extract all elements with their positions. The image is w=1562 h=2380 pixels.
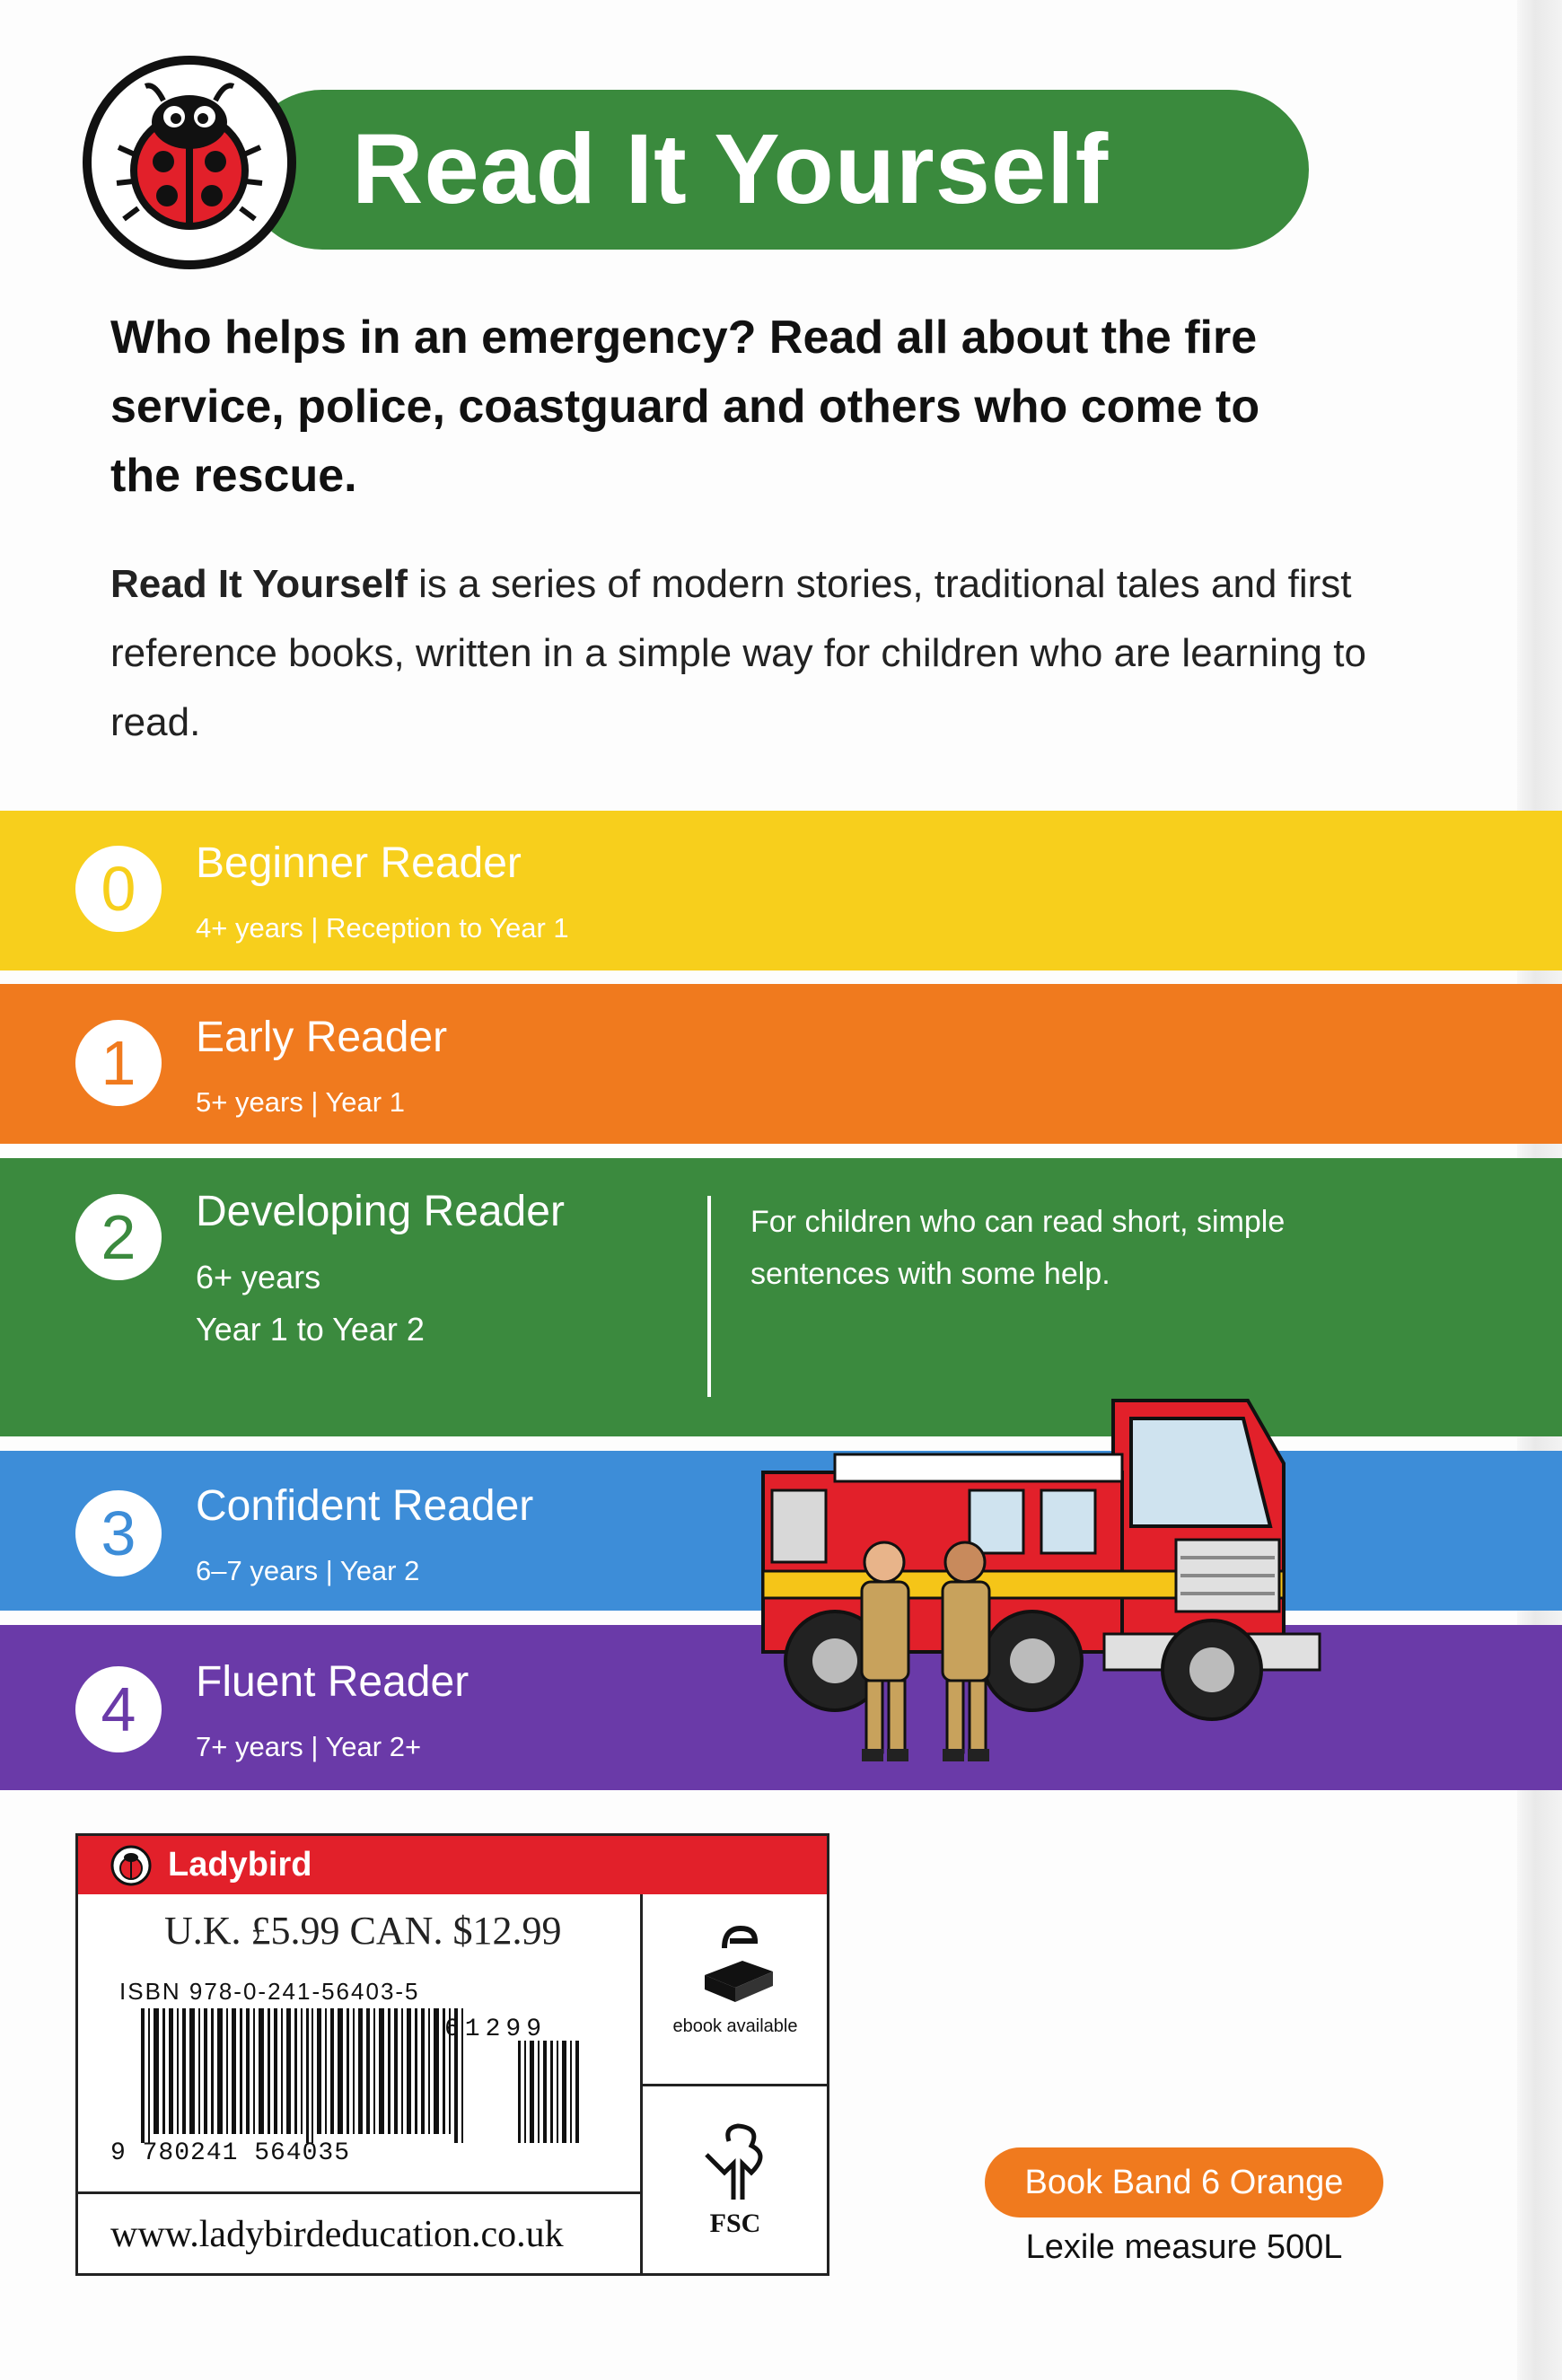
addon-digits: 61299: [444, 2016, 548, 2043]
tagline: Who helps in an emergency? Read all about the fire service, police, coastguard and others who come to the rescue.: [110, 312, 1260, 502]
level-0-name: Beginner Reader: [196, 839, 522, 887]
level-4-ages: 7+ years | Year 2+: [196, 1731, 422, 1762]
level-1-name: Early Reader: [196, 1014, 448, 1061]
level-1-number: 1: [75, 1020, 162, 1106]
level-2-ages: 6+ years: [196, 1259, 321, 1295]
publisher-name: Ladybird: [168, 1846, 312, 1884]
divider: [640, 2084, 827, 2086]
level-3-name: Confident Reader: [196, 1482, 534, 1530]
level-2-years: Year 1 to Year 2: [196, 1311, 425, 1348]
divider: [78, 2191, 640, 2194]
level-4-number: 4: [75, 1666, 162, 1752]
level-4-name: Fluent Reader: [196, 1658, 469, 1706]
level-2-number: 2: [75, 1194, 162, 1280]
level-band-1: [0, 984, 1562, 1144]
publisher-header: [78, 1836, 827, 1894]
series-description: [110, 549, 1367, 757]
lexile-measure: Lexile measure 500L: [1025, 2228, 1343, 2266]
isbn: ISBN 978-0-241-56403-5: [119, 1978, 420, 2005]
level-2-name: Developing Reader: [196, 1188, 565, 1235]
level-0-ages: 4+ years | Reception to Year 1: [196, 912, 569, 944]
fsc-logo-icon: [698, 2119, 778, 2204]
barcode-box: [75, 1833, 829, 2276]
level-3-ages: 6–7 years | Year 2: [196, 1555, 420, 1586]
level-0-number: 0: [75, 846, 162, 932]
ladybird-small-icon: [110, 1845, 152, 1886]
series-title: Read It Yourself: [352, 114, 1110, 224]
level-3-number: 3: [75, 1490, 162, 1576]
book-band-badge: Book Band 6 Orange: [985, 2147, 1383, 2218]
price: U.K. £5.99 CAN. $12.99: [164, 1909, 562, 1953]
series-description-text: is a series of modern stories, traditional tales and first reference books, written in a simple way for children who are learning to read.: [110, 562, 1366, 744]
barcode-digits: 9 780241 564035: [110, 2139, 351, 2167]
level-2-note: For children who can read short, simple sentences with some help.: [750, 1205, 1286, 1291]
level-2-divider: [707, 1196, 711, 1397]
fsc-label: FSC: [709, 2209, 761, 2238]
ebook-icon: [698, 1921, 778, 2011]
series-name: Read It Yourself: [110, 562, 408, 606]
ladybird-logo: [83, 56, 296, 269]
level-band-0: [0, 811, 1562, 970]
website-url: www.ladybirdeducation.co.uk: [110, 2214, 564, 2255]
fire-engine-illustration: [745, 1347, 1373, 1778]
level-1-ages: 5+ years | Year 1: [196, 1086, 405, 1118]
ebook-label: ebook available: [672, 2016, 798, 2036]
